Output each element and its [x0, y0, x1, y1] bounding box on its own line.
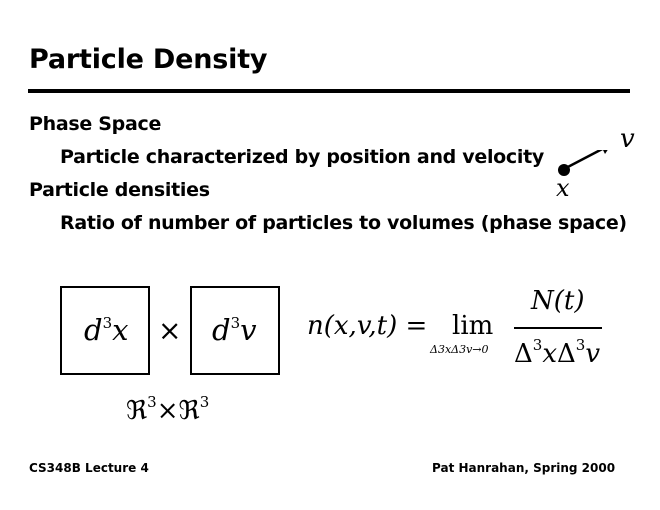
velocity-volume-label: $d^3v$	[212, 313, 257, 347]
slide-title: Particle Density	[29, 44, 268, 75]
bullet-phase-space: Phase Space	[29, 113, 162, 135]
velocity-arrow-line	[564, 150, 608, 169]
times-symbol: ×	[158, 314, 182, 347]
limit-subscript: Δ3xΔ3v→0	[430, 343, 489, 356]
fraction-numerator: N(t)	[531, 286, 585, 316]
footer-author: Pat Hanrahan, Spring 2000	[432, 461, 616, 475]
velocity-arrowhead	[601, 150, 611, 154]
bullet-ratio: Ratio of number of particles to volumes (phase space)	[60, 212, 627, 234]
phase-space-reals: ℜ$^3$×ℜ$^3$	[126, 393, 210, 426]
density-lhs: n(x,v,t) =	[307, 311, 428, 341]
title-divider	[28, 89, 630, 93]
limit-operator: lim	[452, 311, 494, 341]
footer-course: CS348B Lecture 4	[29, 461, 149, 475]
bullet-particle-densities: Particle densities	[29, 179, 210, 201]
position-volume-label: $d^3x$	[84, 313, 129, 347]
fraction-bar	[514, 327, 602, 329]
bullet-particle-characterized: Particle characterized by position and velocity	[60, 146, 544, 168]
velocity-label: v	[620, 124, 635, 154]
fraction-denominator: $\Delta^3x\Delta^3v$	[514, 336, 601, 369]
position-label: x	[556, 174, 570, 202]
